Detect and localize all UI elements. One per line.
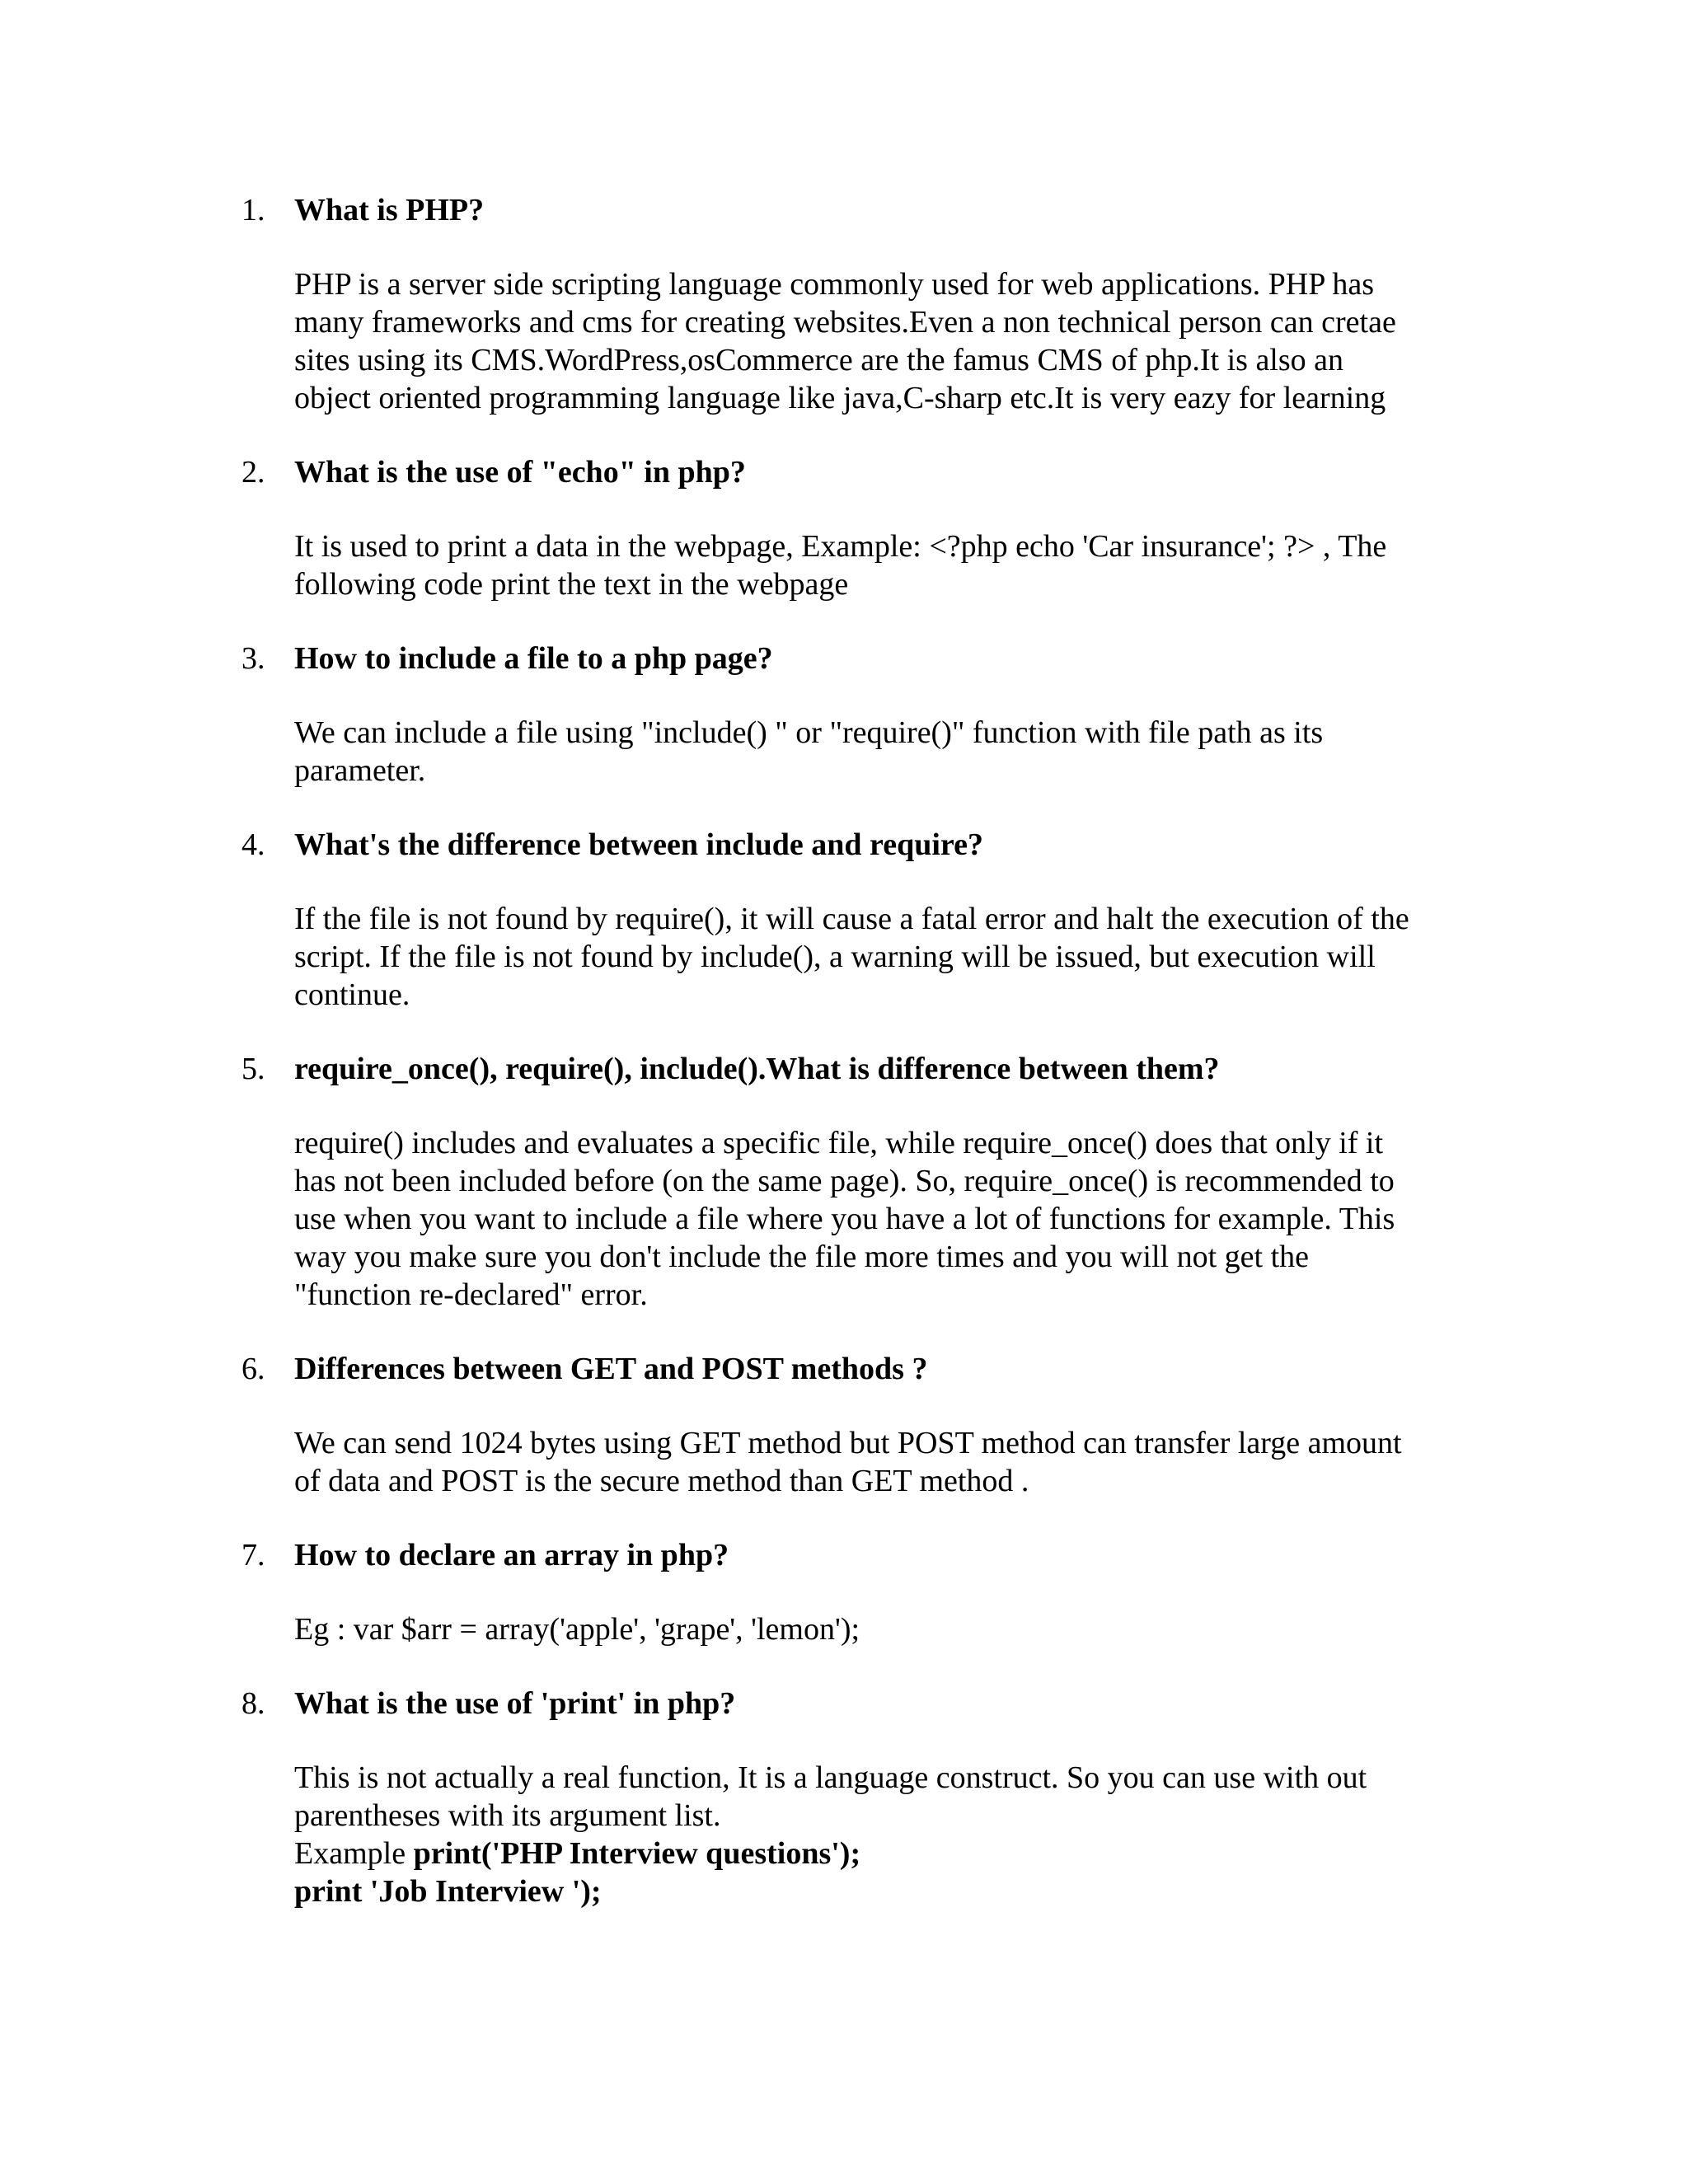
qa-item-4 [0,826,1688,1014]
answer-line: require() includes and evaluates a specific file, while require_once() does that only if it [294,1126,1384,1160]
qa-item-7 [0,1536,1688,1648]
question-title: How to include a file to a php page? [294,641,773,676]
question-title: Differences between GET and POST methods ? [294,1352,928,1386]
answer-line: Eg : var $arr = array('apple', 'grape', 'lemon'); [294,1612,860,1647]
example-line [294,1835,1473,1872]
example-code: print 'Job Interview '); [294,1874,602,1909]
question-number: 4. [241,827,265,862]
answer-line: PHP is a server side scripting language commonly used for web applications. PHP has [294,267,1375,302]
qa-item-6 [0,1350,1688,1500]
question-number: 5. [241,1052,265,1086]
answer-line: This is not actually a real function, It is a language construct. So you can use with out [294,1760,1367,1795]
qa-item-8 [0,1685,1688,1910]
answer-line: We can send 1024 bytes using GET method but POST method can transfer large amount [294,1426,1402,1460]
answer-line: object oriented programming language like java,C-sharp etc.It is very eazy for learning [294,381,1386,415]
qa-item-5 [0,1050,1688,1314]
answer-text [294,1424,1473,1500]
qa-list [0,191,1688,1947]
question-title: What is the use of "echo" in php? [294,455,746,490]
qa-item-2 [0,453,1688,603]
answer-line: script. If the file is not found by include(), a warning will be issued, but execution will [294,940,1376,974]
answer-line: If the file is not found by require(), it will cause a fatal error and halt the execution of the [294,902,1409,936]
question-title: What is the use of 'print' in php? [294,1686,736,1721]
qa-item-3 [0,640,1688,790]
question-number: 6. [241,1352,265,1386]
example-code: print('PHP Interview questions'); [413,1836,861,1871]
question-number: 1. [241,193,265,227]
example-label: Example [294,1836,414,1871]
answer-line: sites using its CMS.WordPress,osCommerce are the famus CMS of php.It is also an [294,343,1344,377]
answer-text [294,1759,1473,1910]
answer-line: continue. [294,977,410,1012]
answer-line: We can include a file using "include() " or "require()" function with file path as its [294,715,1324,750]
question-number: 7. [241,1538,265,1572]
answer-text [294,1610,1473,1648]
question-number: 3. [241,641,265,676]
answer-line: parameter. [294,753,426,788]
qa-item-1 [0,191,1688,417]
question-number: 8. [241,1686,265,1721]
answer-text [294,265,1473,417]
question-title: require_once(), require(), include().What is difference between them? [294,1052,1220,1086]
answer-text [294,527,1473,603]
answer-line: way you make sure you don't include the file more times and you will not get the [294,1240,1310,1274]
answer-text [294,1124,1473,1314]
answer-line: "function re-declared" error. [294,1277,648,1312]
answer-line: use when you want to include a file where you have a lot of functions for example. This [294,1202,1395,1236]
answer-line: of data and POST is the secure method than GET method . [294,1464,1029,1498]
answer-text [294,900,1473,1014]
answer-line: has not been included before (on the same page). So, require_once() is recommended to [294,1164,1395,1198]
answer-text [294,714,1473,790]
answer-line: It is used to print a data in the webpage, Example: <?php echo 'Car insurance'; ?> , The [294,529,1387,564]
question-title: What's the difference between include and require? [294,827,983,862]
question-title: What is PHP? [294,193,485,227]
answer-line: parentheses with its argument list. [294,1798,721,1833]
question-number: 2. [241,455,265,490]
answer-line: many frameworks and cms for creating websites.Even a non technical person can cretae [294,305,1396,340]
answer-line: following code print the text in the webpage [294,567,849,602]
question-title: How to declare an array in php? [294,1538,729,1572]
